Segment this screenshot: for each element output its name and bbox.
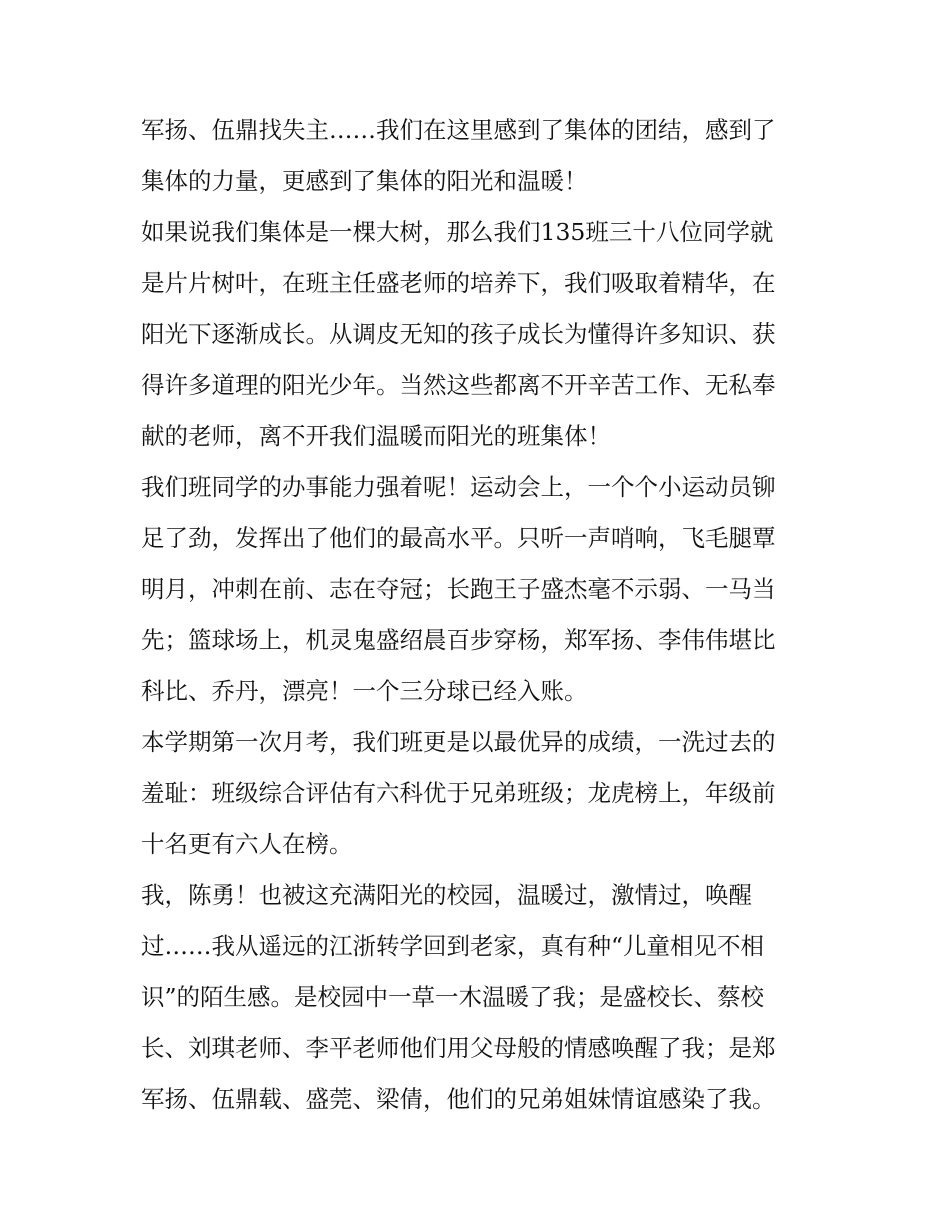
text-line: 集体的力量，更感到了集体的阳光和温暖！ bbox=[141, 167, 588, 195]
text-line: 过……我从遥远的江浙转学回到老家，真有种“儿童相见不相 bbox=[141, 932, 765, 960]
text-line: 足了劲，发挥出了他们的最高水平。只听一声哨响，飞毛腿覃 bbox=[141, 524, 776, 552]
text-line: 羞耻：班级综合评估有六科优于兄弟班级；龙虎榜上，年级前 bbox=[141, 779, 776, 807]
text-line: 献的老师，离不开我们温暖而阳光的班集体！ bbox=[141, 422, 611, 450]
text-line: 长、刘琪老师、李平老师他们用父母般的情感唤醒了我；是郑 bbox=[141, 1034, 776, 1062]
text-line: 科比、乔丹，漂亮！一个三分球已经入账。 bbox=[141, 677, 588, 705]
text-line: 先；篮球场上，机灵鬼盛绍晨百步穿杨，郑军扬、李伟伟堪比 bbox=[141, 626, 776, 654]
text-line: 阳光下逐渐成长。从调皮无知的孩子成长为懂得许多知识、获 bbox=[141, 320, 776, 348]
text-line: 识”的陌生感。是校园中一草一木温暖了我；是盛校长、蔡校 bbox=[141, 983, 765, 1011]
text-line: 得许多道理的阳光少年。当然这些都离不开辛苦工作、无私奉 bbox=[141, 371, 776, 399]
text-line: 十名更有六人在榜。 bbox=[141, 830, 353, 858]
text-line: 如果说我们集体是一棵大树，那么我们135班三十八位同学就 bbox=[141, 218, 774, 246]
text-line: 明月，冲刺在前、志在夺冠；长跑王子盛杰毫不示弱、一马当 bbox=[141, 575, 776, 603]
body-text bbox=[141, 105, 821, 1125]
text-line: 是片片树叶，在班主任盛老师的培养下，我们吸取着精华，在 bbox=[141, 269, 776, 297]
text-line: 军扬、伍鼎找失主……我们在这里感到了集体的团结，感到了 bbox=[141, 116, 776, 144]
text-line: 本学期第一次月考，我们班更是以最优异的成绩，一洗过去的 bbox=[141, 728, 776, 756]
text-line: 我，陈勇！也被这充满阳光的校园，温暖过，激情过，唤醒 bbox=[141, 881, 752, 909]
text-line: 军扬、伍鼎载、盛莞、梁倩，他们的兄弟姐妹情谊感染了我。 bbox=[141, 1085, 776, 1113]
text-line: 我们班同学的办事能力强着呢！运动会上，一个个小运动员铆 bbox=[141, 473, 776, 501]
